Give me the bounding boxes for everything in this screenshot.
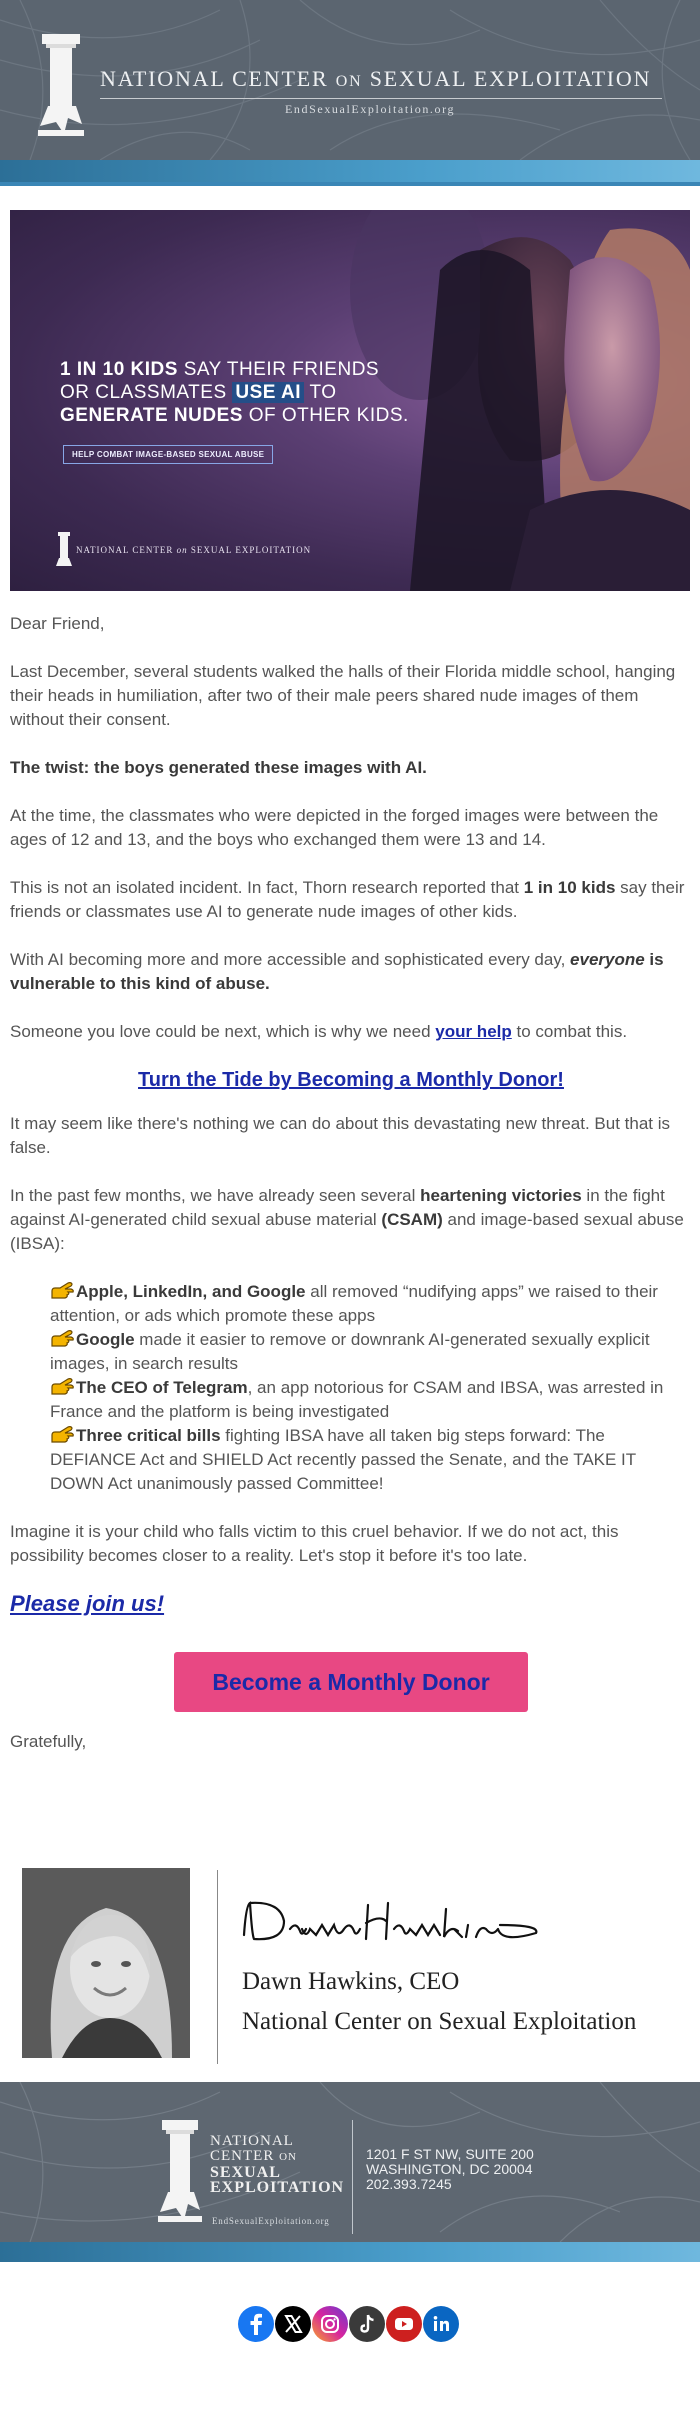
footer-divider [352,2120,353,2234]
email-header [0,0,700,199]
monthly-donor-link[interactable]: Turn the Tide by Becoming a Monthly Donor! [138,1069,564,1091]
linkedin-icon[interactable] [423,2306,459,2342]
footer-phone: 202.393.7245 [366,2176,452,2192]
footer-org-name: NATIONAL CENTER ON SEXUAL EXPLOITATION [210,2133,345,2196]
list-item: The CEO of Telegram, an app notorious for CSAM and IBSA, was arrested in France and the platform is being investigated [50,1378,664,1421]
closing: Gratefully, [10,1732,87,1751]
greeting: Dear Friend, [10,614,105,633]
pointing-hand-icon [50,1426,76,1444]
paragraph-9: Imagine it is your child who falls victim to this cruel behavior. If we do not act, this possibility becomes closer to a reality. Let's stop it before it's too late. [10,1522,619,1565]
portrait-image [22,1868,190,2058]
header-url: EndSexualExploitation.org [285,102,456,116]
email-footer [0,2082,700,2262]
signer-name: Dawn Hawkins, CEO [242,1968,460,1995]
paragraph-5: With AI becoming more and more accessible and sophisticated every day, everyone is vulnerable to this kind of abuse. [10,950,664,993]
your-help-link[interactable]: your help [435,1022,512,1041]
paragraph-8: In the past few months, we have already seen several heartening victories in the fight against AI-generated child sexual abuse material (CSAM) and image-based sexual abuse (IBSA): [10,1186,684,1253]
hero-org-name: NATIONAL CENTER on SEXUAL EXPLOITATION [76,545,312,555]
pointing-hand-icon [50,1378,76,1396]
paragraph-7: It may seem like there's nothing we can do about this devastating new threat. But that is false. [10,1114,671,1157]
footer-address: 1201 F ST NW, SUITE 200 WASHINGTON, DC 20004 202.393.7245 [366,2146,534,2192]
paragraph-1: Last December, several students walked the halls of their Florida middle school, hanging their heads in humiliation, after two of their male peers shared nude images of them without their consent. [10,662,676,729]
header-org-name: NATIONAL CENTER ON SEXUAL EXPLOITATION [100,66,652,91]
pointing-hand-icon [50,1282,76,1300]
footer-url: EndSexualExploitation.org [212,2216,330,2226]
hero-cta-button[interactable]: HELP COMBAT IMAGE-BASED SEXUAL ABUSE [63,445,273,464]
signer-organization: National Center on Sexual Exploitation [242,2008,637,2035]
hero-banner[interactable] [10,210,690,591]
join-us-link[interactable]: Please join us! [10,1591,165,1616]
instagram-icon[interactable] [312,2306,348,2342]
list-item: Three critical bills fighting IBSA have all taken big steps forward: The DEFIANCE Act and SHIELD Act recently passed the Senate, and the TAKE IT DOWN Act unanimously passed Committee! [50,1426,636,1493]
ceo-portrait-photo [22,1868,190,2058]
footer-column-logo-icon [158,2120,202,2222]
list-item: Google made it easier to remove or downrank AI-generated sexually explicit images, in search results [50,1330,650,1373]
paragraph-6: Someone you love could be next, which is why we need your help to combat this. [10,1022,628,1041]
facebook-icon[interactable] [238,2306,274,2342]
paragraph-2: The twist: the boys generated these images with AI. [10,758,427,777]
hero-column-logo-icon [56,532,72,568]
victories-list [10,1280,692,1496]
header-blue-band [0,160,700,182]
header-divider [100,98,662,99]
list-item: Apple, LinkedIn, and Google all removed “nudifying apps” we raised to their attention, or ads which promote these apps [50,1282,658,1325]
x-icon[interactable] [275,2306,311,2342]
pointing-hand-icon [50,1330,76,1348]
column-logo-icon [38,34,84,136]
header-white-band [0,182,700,199]
hero-headline: 1 IN 10 KIDS SAY THEIR FRIENDS OR CLASSMATES USE AI TO GENERATE NUDES OF OTHER KIDS. [60,359,409,426]
tiktok-icon[interactable] [349,2306,385,2342]
paragraph-4: This is not an isolated incident. In fact, Thorn research reported that 1 in 10 kids say their friends or classmates use AI to generate nude images of other kids. [10,878,685,921]
become-monthly-donor-button[interactable]: Become a Monthly Donor [174,1652,528,1712]
youtube-icon[interactable] [386,2306,422,2342]
signature-divider [217,1870,218,2064]
email-body [10,612,692,1778]
handwritten-signature [240,1895,540,1955]
paragraph-3: At the time, the classmates who were depicted in the forged images were between the ages of 12 and 13, and the boys who exchanged them were 13 and 14. [10,806,659,849]
social-links [238,2306,459,2342]
footer-blue-band [0,2242,700,2262]
footer-leaf-pattern [0,2082,700,2242]
